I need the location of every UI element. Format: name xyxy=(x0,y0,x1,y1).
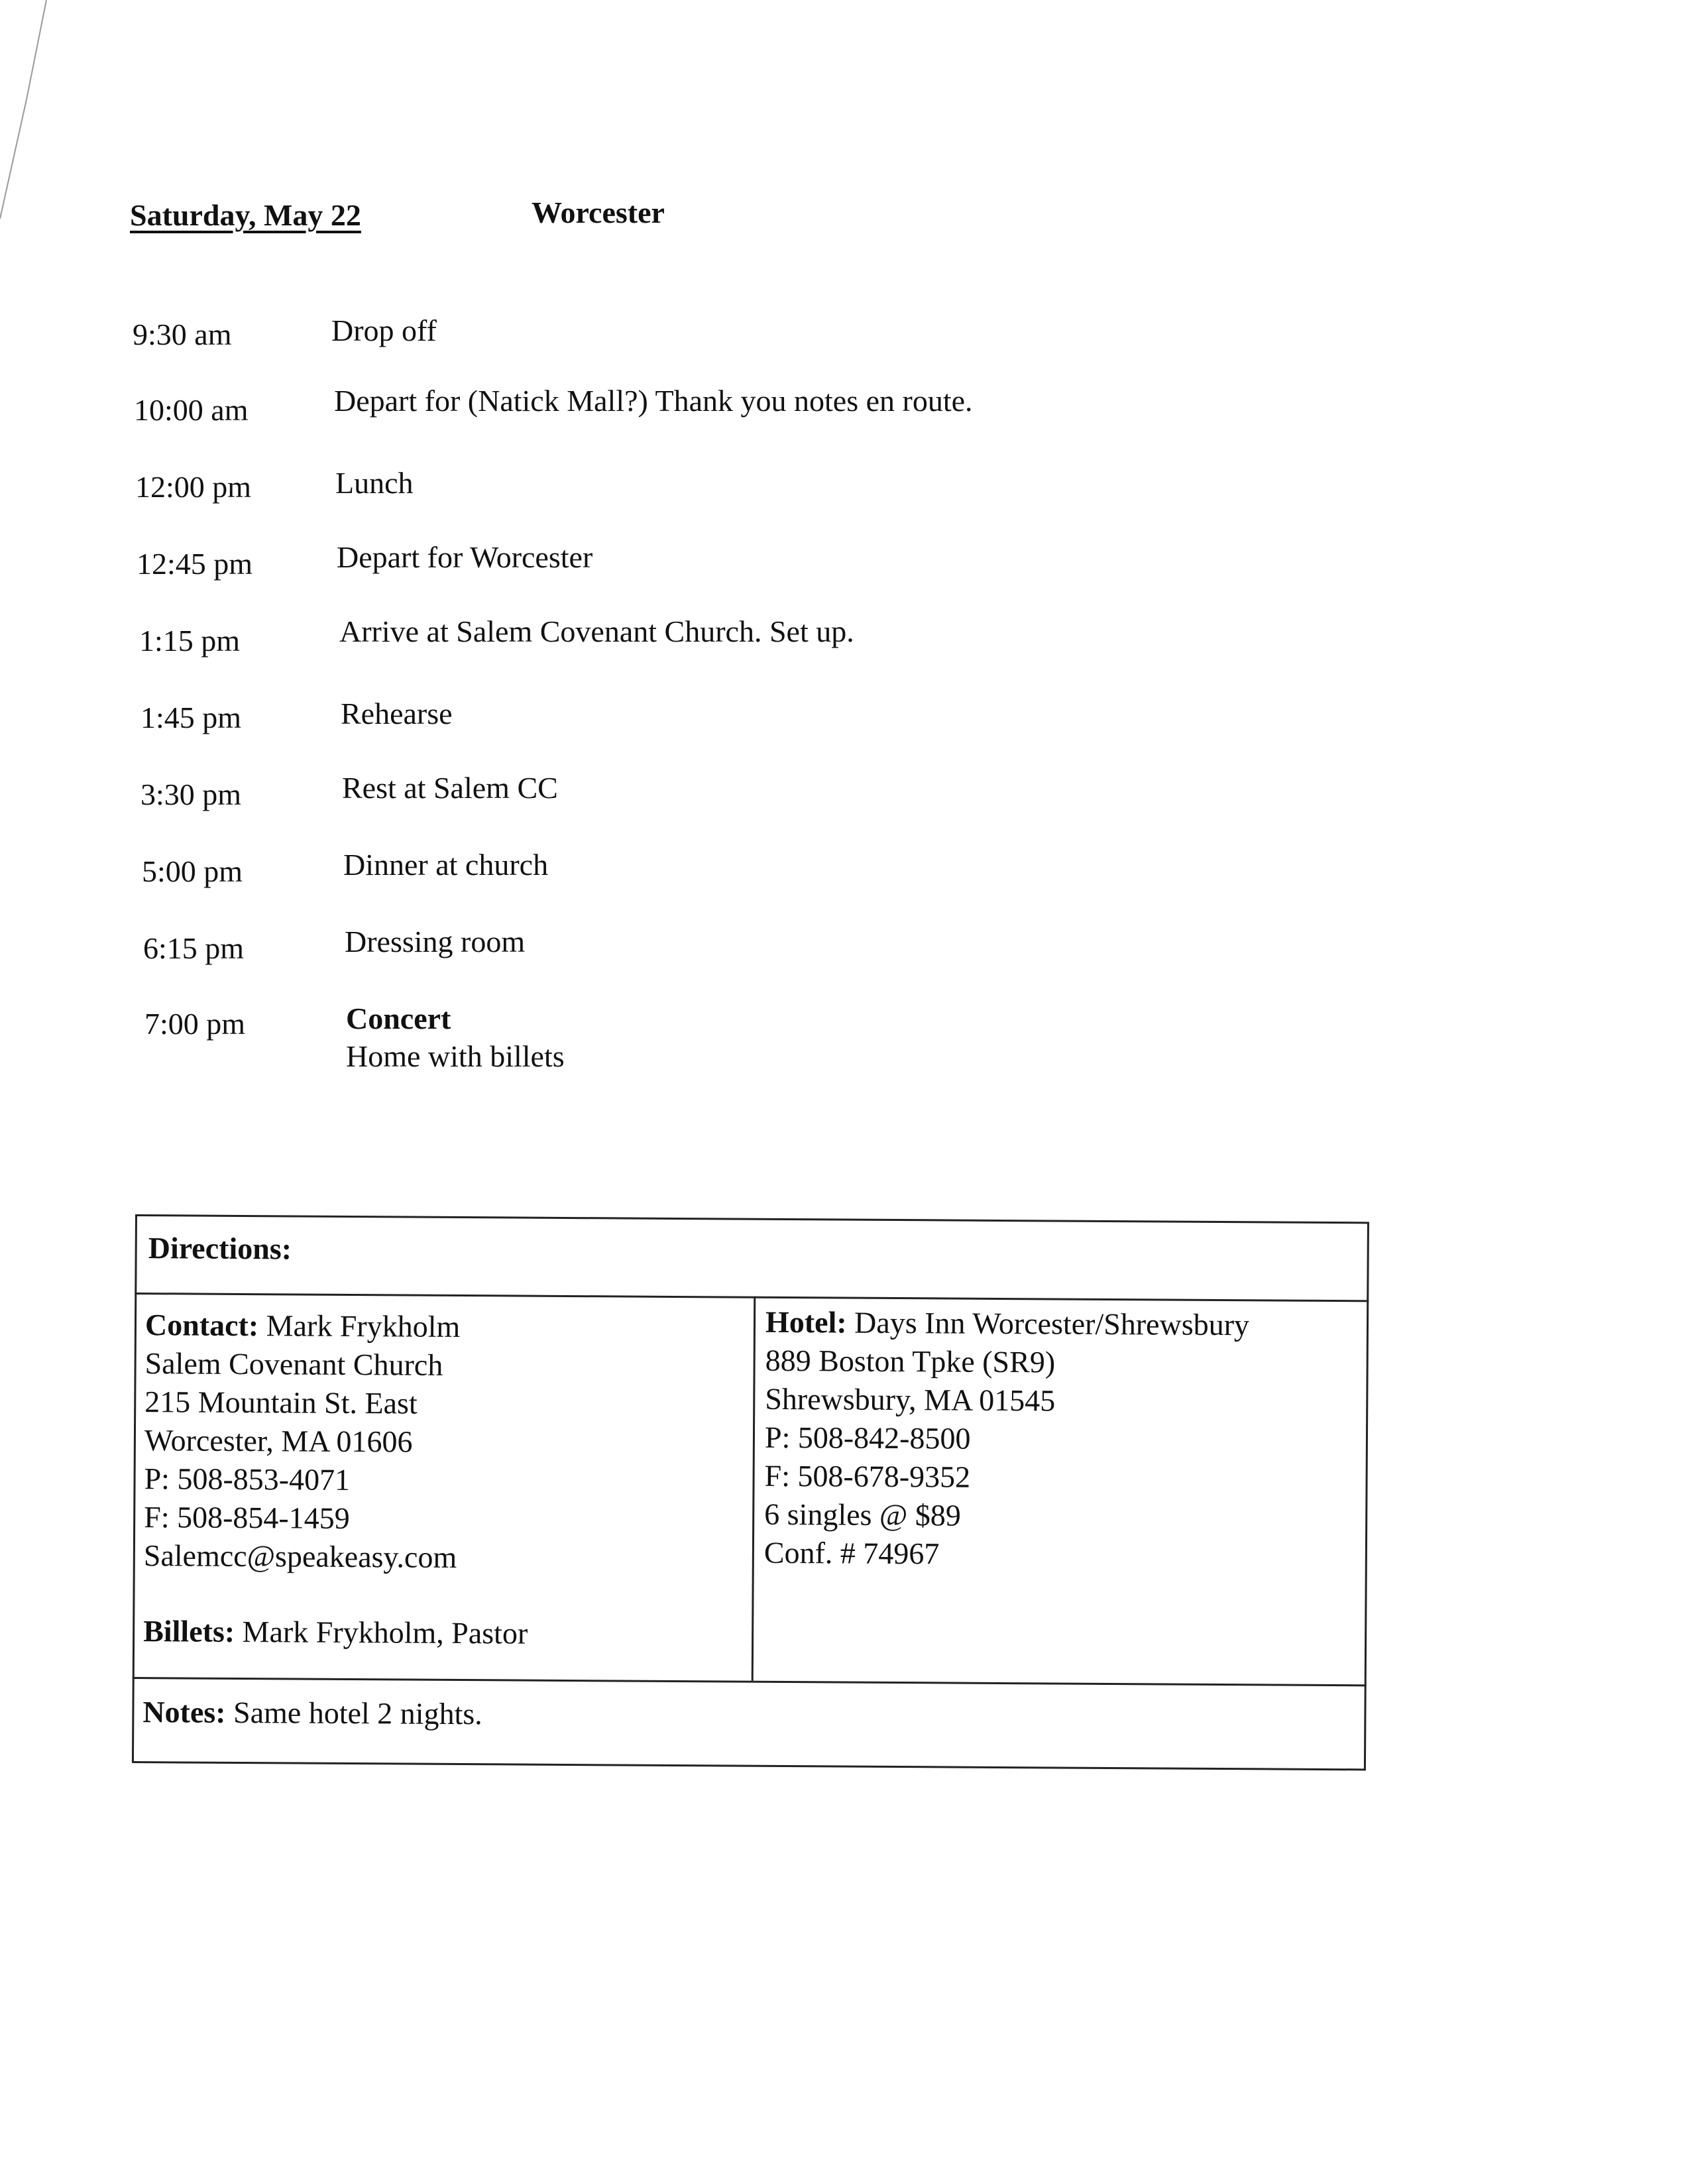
notes-value: Same hotel 2 nights. xyxy=(233,1695,482,1731)
schedule-date-heading: Saturday, May 22 xyxy=(130,198,361,232)
event-info-table xyxy=(132,1214,1369,1770)
schedule-activity: Depart for (Natick Mall?) Thank you notes en route. xyxy=(334,384,973,418)
hotel-line: 889 Boston Tpke (SR9) xyxy=(765,1343,1056,1379)
contact-line: Worcester, MA 01606 xyxy=(144,1423,413,1459)
contact-line: 215 Mountain St. East xyxy=(144,1385,418,1420)
schedule-activity xyxy=(346,1001,565,1074)
contact-line: Salem Covenant Church xyxy=(144,1346,443,1382)
schedule-time: 10:00 am xyxy=(134,393,249,427)
scan-page-edge xyxy=(0,0,53,219)
schedule-time: 12:00 pm xyxy=(135,470,252,504)
contact-label: Contact: xyxy=(144,1308,259,1343)
schedule-time: 9:30 am xyxy=(133,317,232,351)
schedule-activity: Dressing room xyxy=(345,925,526,958)
schedule-activity: Lunch xyxy=(335,466,414,500)
billets-label: Billets: xyxy=(143,1614,235,1648)
schedule-time: 7:00 pm xyxy=(144,1007,246,1041)
schedule-activity: Depart for Worcester xyxy=(337,540,593,574)
schedule-time: 5:00 pm xyxy=(142,854,243,888)
schedule-time: 3:30 pm xyxy=(141,777,242,811)
notes-cell xyxy=(142,1693,482,1733)
billets-line xyxy=(143,1612,528,1653)
hotel-line: Conf. # 74967 xyxy=(763,1535,940,1571)
hotel-line: Shrewsbury, MA 01545 xyxy=(765,1381,1056,1418)
hotel-name-line xyxy=(765,1303,1249,1344)
hotel-label: Hotel: xyxy=(765,1304,847,1340)
schedule-time: 1:45 pm xyxy=(141,701,242,734)
schedule-activity: Dinner at church xyxy=(343,848,549,882)
schedule-activity: Rehearse xyxy=(341,697,453,730)
notes-label: Notes: xyxy=(142,1695,226,1729)
contact-email: Salemcc@speakeasy.com xyxy=(143,1538,457,1574)
contact-cell xyxy=(143,1306,530,1653)
contact-name-line xyxy=(145,1306,530,1347)
hotel-cell xyxy=(764,1303,1249,1575)
directions-cell xyxy=(148,1229,292,1268)
schedule-activity-note: Home with billets xyxy=(346,1039,565,1073)
schedule-time: 12:45 pm xyxy=(137,547,253,581)
hotel-name: Days Inn Worcester/Shrewsbury xyxy=(854,1305,1250,1342)
schedule-time: 1:15 pm xyxy=(139,624,241,658)
schedule-activity: Rest at Salem CC xyxy=(342,771,558,805)
schedule-time: 6:15 pm xyxy=(143,931,245,965)
schedule-activity: Drop off xyxy=(331,314,437,347)
hotel-line: P: 508-842-8500 xyxy=(764,1420,971,1456)
billets-value: Mark Frykholm, Pastor xyxy=(242,1614,528,1650)
contact-line: P: 508-853-4071 xyxy=(144,1462,351,1497)
contact-line: F: 508-854-1459 xyxy=(144,1500,350,1535)
schedule-activity-title: Concert xyxy=(346,1002,451,1035)
hotel-line: 6 singles @ $89 xyxy=(764,1497,962,1532)
schedule-activity: Arrive at Salem Covenant Church. Set up. xyxy=(339,614,854,648)
hotel-line: F: 508-678-9352 xyxy=(764,1458,971,1494)
directions-label: Directions: xyxy=(148,1231,292,1266)
schedule-city-heading: Worcester xyxy=(532,196,665,229)
contact-name: Mark Frykholm xyxy=(266,1308,461,1344)
